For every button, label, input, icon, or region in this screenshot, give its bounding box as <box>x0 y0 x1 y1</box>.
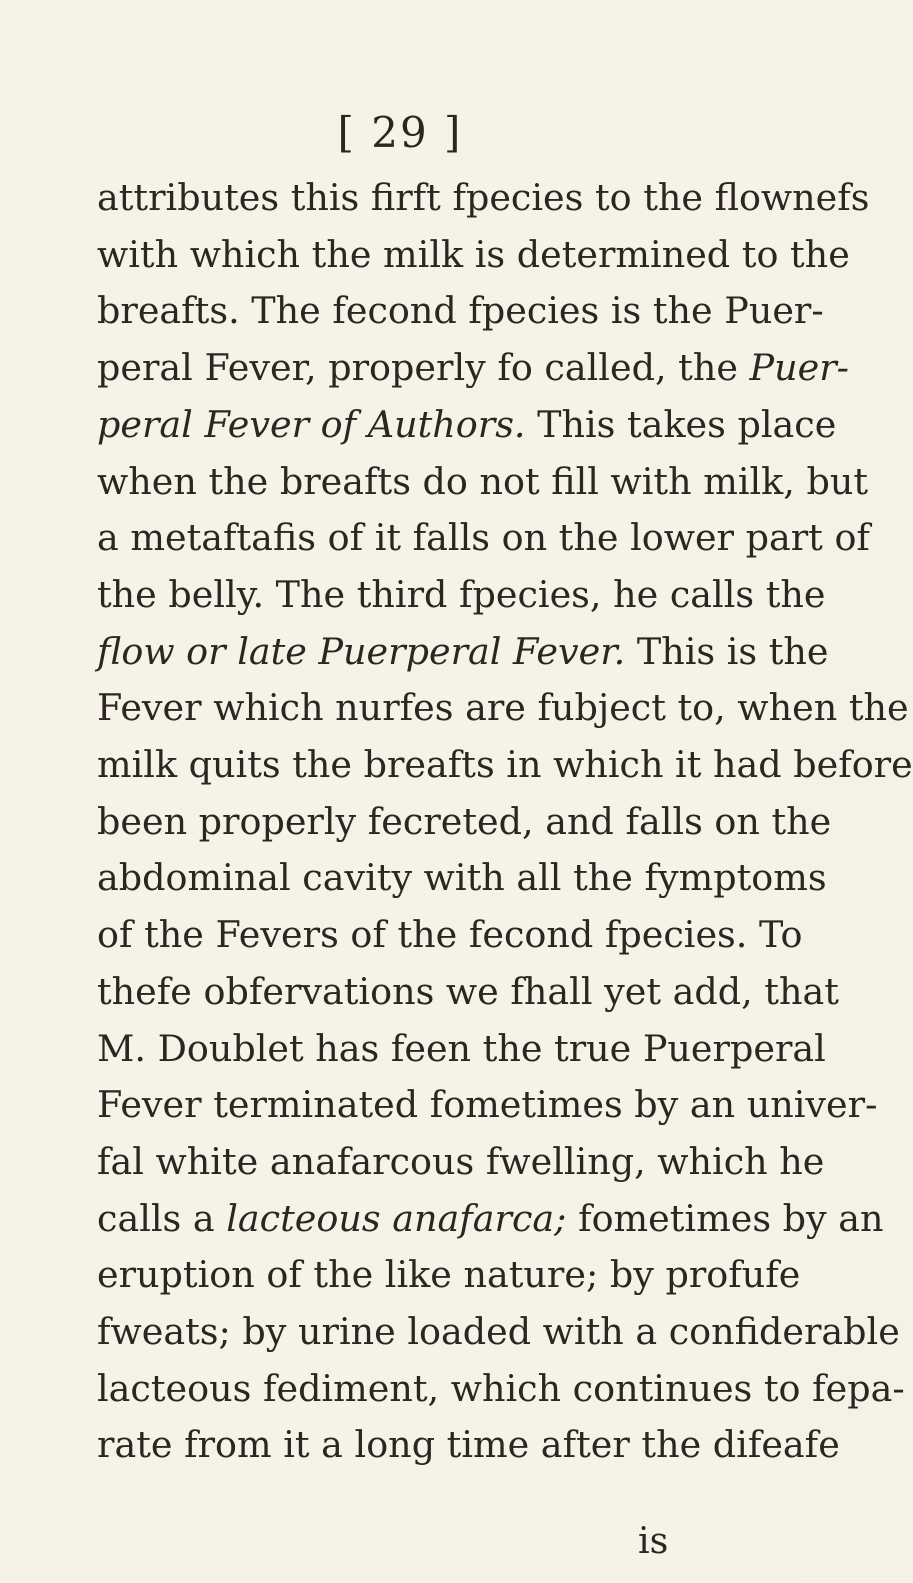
text-line <box>97 743 913 786</box>
text-line <box>97 799 832 843</box>
text-line <box>97 516 870 560</box>
text-line <box>97 232 850 276</box>
text-run: M. Doublet has feen the true Puerperal <box>97 1026 826 1070</box>
text-line <box>97 686 909 730</box>
text-line <box>97 1310 900 1353</box>
italic-phrase: Puer- <box>749 346 849 390</box>
catchword: is <box>638 1519 669 1562</box>
text-run: a metaftafis of it falls on the lower part of <box>97 516 870 560</box>
text-run: This is the <box>625 629 829 673</box>
text-line <box>97 856 827 900</box>
text-run: the belly. The third fpecies, he calls the <box>97 572 826 616</box>
text-run: This takes place <box>525 402 837 446</box>
text-run: attributes this firft fpecies to the flownefs <box>97 176 870 219</box>
italic-phrase: peral Fever of Authors. <box>97 402 526 446</box>
italic-phrase: flow or late Puerperal Fever. <box>97 629 626 673</box>
text-run: rate from it a long time after the difeafe <box>97 1423 840 1467</box>
text-line <box>97 1026 826 1070</box>
text-line <box>97 176 870 219</box>
text-line <box>97 572 826 616</box>
text-run: fometimes by an <box>566 1196 884 1240</box>
text-run: with which the milk is determined to the <box>97 232 850 276</box>
text-run: Fever terminated fometimes by an univer- <box>97 1083 878 1127</box>
text-line <box>97 1196 884 1240</box>
text-line <box>97 346 849 390</box>
page-number: [ 29 ] <box>337 108 463 157</box>
text-line <box>97 1083 878 1127</box>
text-run: fweats; by urine loaded with a confiderable <box>97 1310 900 1353</box>
text-line <box>97 913 803 957</box>
text-line <box>97 629 829 673</box>
text-line <box>97 969 839 1013</box>
text-run: of the Fevers of the fecond fpecies. To <box>97 913 803 957</box>
text-run: eruption of the like nature; by profufe <box>97 1253 801 1297</box>
text-line <box>97 1366 905 1410</box>
text-run: thefe obfervations we fhall yet add, that <box>97 969 839 1013</box>
text-run: breafts. The fecond fpecies is the Puer- <box>97 289 824 333</box>
text-line <box>97 402 837 446</box>
text-line <box>97 1423 840 1467</box>
text-run: abdominal cavity with all the fymptoms <box>97 856 827 900</box>
text-line <box>97 1253 801 1297</box>
text-run: been properly fecreted, and falls on the <box>97 799 832 843</box>
italic-phrase: lacteous anafarca; <box>226 1196 567 1240</box>
text-line <box>97 289 824 333</box>
text-run: milk quits the breafts in which it had before <box>97 743 913 786</box>
text-run: lacteous fediment, which continues to fepa- <box>97 1366 905 1410</box>
text-line <box>97 1139 825 1183</box>
text-run: peral Fever, properly fo called, the <box>97 346 750 390</box>
text-run: when the breafts do not fill with milk, but <box>97 459 869 503</box>
text-line <box>97 459 869 503</box>
text-run: calls a <box>97 1196 227 1240</box>
text-run: Fever which nurfes are fubject to, when the <box>97 686 909 730</box>
text-run: fal white anafarcous fwelling, which he <box>97 1139 825 1183</box>
